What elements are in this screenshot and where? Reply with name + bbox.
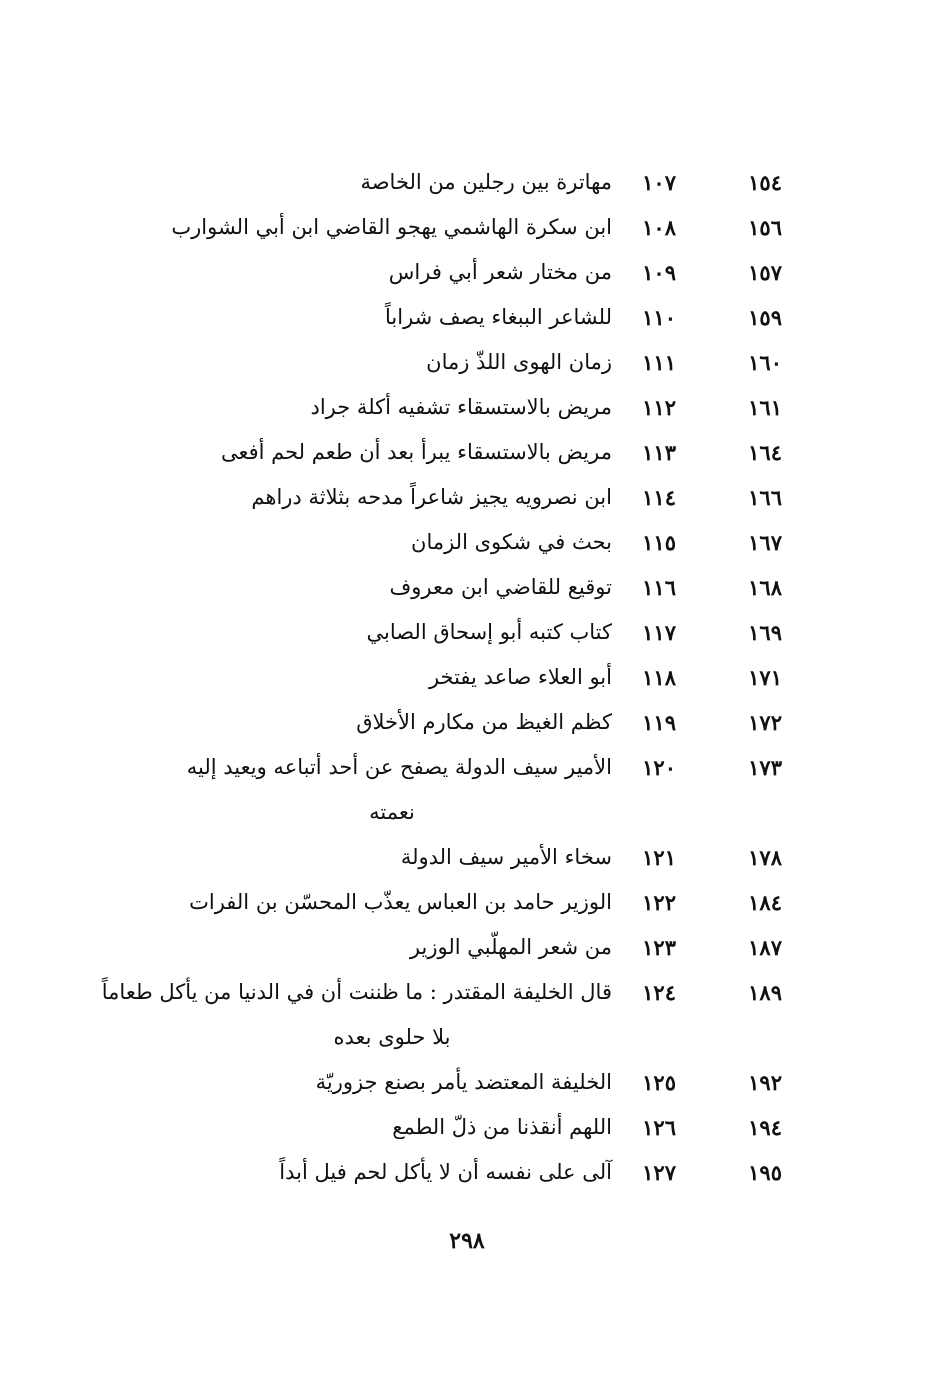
entry-title-text: سخاء الأمير سيف الدولة [400,845,612,869]
entry-title [82,1105,612,1150]
entry-page-number: ١٦٨ [748,575,782,600]
entry-number: ١١٤ [642,485,676,510]
list-item [82,520,782,565]
entry-number: ١١٩ [642,710,676,735]
entry-page-number: ١٨٤ [748,890,782,915]
list-item [82,565,782,610]
entry-title [82,880,612,925]
entry-title-text: الوزير حامد بن العباس يعذّب المحسّن بن الفرات [189,890,612,914]
entry-title-text: للشاعر الببغاء يصف شراباً [385,305,612,329]
entry-number: ١٢٢ [642,890,676,915]
list-item [82,295,782,340]
list-item [82,1105,782,1150]
list-item [82,475,782,520]
entry-number: ١٢٥ [642,1070,676,1095]
entry-title [82,250,612,295]
list-item [82,430,782,475]
entry-title [82,700,612,745]
entry-title-text: مهاترة بين رجلين من الخاصة [360,170,612,194]
entry-title-continuation: بلا حلوى بعده [333,1025,451,1049]
entry-title [82,745,612,835]
list-item [82,925,782,970]
entry-number: ١٢٣ [642,935,676,960]
entry-title-text: أبو العلاء صاعد يفتخر [428,665,612,689]
list-item [82,385,782,430]
entry-number: ١١٢ [642,395,676,420]
entry-page-number: ١٩٢ [748,1070,782,1095]
entry-title [82,655,612,700]
list-item [82,610,782,655]
entry-title-text: كتاب كتبه أبو إسحاق الصابي [366,620,612,644]
list-item [82,250,782,295]
entry-title [82,205,612,250]
list-item [82,205,782,250]
entry-page-number: ١٧٨ [748,845,782,870]
entry-title [82,475,612,520]
table-of-contents [82,160,782,1195]
entry-title-text: آلى على نفسه أن لا يأكل لحم فيل أبداً [279,1160,612,1184]
entry-title-text: كظم الغيظ من مكارم الأخلاق [356,710,612,734]
entry-number: ١٠٨ [642,215,676,240]
entry-title [82,970,612,1060]
entry-title-text: من شعر المهلّبي الوزير [409,935,612,959]
list-item [82,700,782,745]
entry-page-number: ١٦١ [748,395,782,420]
entry-number: ١١٠ [642,305,676,330]
entry-number: ١٢٠ [642,755,676,780]
entry-page-number: ١٦٩ [748,620,782,645]
entry-page-number: ١٥٦ [748,215,782,240]
entry-number: ١٠٩ [642,260,676,285]
entry-page-number: ١٦٧ [748,530,782,555]
list-item [82,655,782,700]
entry-number: ١١٧ [642,620,676,645]
entry-page-number: ١٦٦ [748,485,782,510]
entry-page-number: ١٩٥ [748,1160,782,1185]
entry-title-text: توقيع للقاضي ابن معروف [389,575,612,599]
entry-title [82,520,612,565]
list-item [82,160,782,205]
entry-number: ١٢٤ [642,980,676,1005]
entry-title-text: الأمير سيف الدولة يصفح عن أحد أتباعه ويعيد إليه [186,755,612,779]
entry-title [82,340,612,385]
list-item [82,880,782,925]
entry-title-text: بحث في شكوى الزمان [411,530,612,554]
entry-number: ١١٦ [642,575,676,600]
entry-page-number: ١٦٠ [748,350,782,375]
entry-title [82,430,612,475]
list-item [82,1060,782,1105]
entry-title-text: اللهم أنقذنا من ذلّ الطمع [392,1115,612,1139]
entry-title-text: الخليفة المعتضد يأمر بصنع جزوريّة [315,1070,612,1094]
entry-title [82,295,612,340]
entry-page-number: ١٩٤ [748,1115,782,1140]
entry-page-number: ١٨٩ [748,980,782,1005]
entry-title-text: ابن نصرويه يجيز شاعراً مدحه بثلاثة دراهم [251,485,612,509]
entry-title [82,925,612,970]
entry-number: ١١٨ [642,665,676,690]
entry-title [82,565,612,610]
entry-title [82,1150,612,1195]
entry-title-text: مريض بالاستسقاء تشفيه أكلة جراد [310,395,612,419]
entry-title-text: مريض بالاستسقاء يبرأ بعد أن طعم لحم أفعى [220,440,612,464]
entry-page-number: ١٨٧ [748,935,782,960]
list-item [82,745,782,835]
entry-page-number: ١٥٩ [748,305,782,330]
entry-number: ١٠٧ [642,170,676,195]
list-item [82,970,782,1060]
entry-title-text: زمان الهوى اللذّ زمان [426,350,612,374]
entry-number: ١١٣ [642,440,676,465]
entry-number: ١٢٦ [642,1115,676,1140]
entry-number: ١٢٧ [642,1160,676,1185]
entry-number: ١١١ [642,350,676,375]
entry-number: ١١٥ [642,530,676,555]
list-item [82,835,782,880]
entry-title [82,610,612,655]
list-item [82,340,782,385]
entry-page-number: ١٧١ [748,665,782,690]
entry-page-number: ١٦٤ [748,440,782,465]
entry-title-continuation: نعمته [369,800,415,824]
page-number: ٢٩٨ [449,1228,485,1254]
entry-title [82,385,612,430]
entry-title [82,1060,612,1105]
entry-title [82,160,612,205]
entry-number: ١٢١ [642,845,676,870]
list-item [82,1150,782,1195]
entry-page-number: ١٥٤ [748,170,782,195]
entry-title [82,835,612,880]
entry-page-number: ١٧٣ [748,755,782,780]
entry-title-text: ابن سكرة الهاشمي يهجو القاضي ابن أبي الشوارب [171,215,612,239]
entry-title-text: قال الخليفة المقتدر : ما ظننت أن في الدنيا من يأكل طعاماً [101,980,612,1004]
entry-title-text: من مختار شعر أبي فراس [388,260,612,284]
entry-page-number: ١٥٧ [748,260,782,285]
entry-page-number: ١٧٢ [748,710,782,735]
